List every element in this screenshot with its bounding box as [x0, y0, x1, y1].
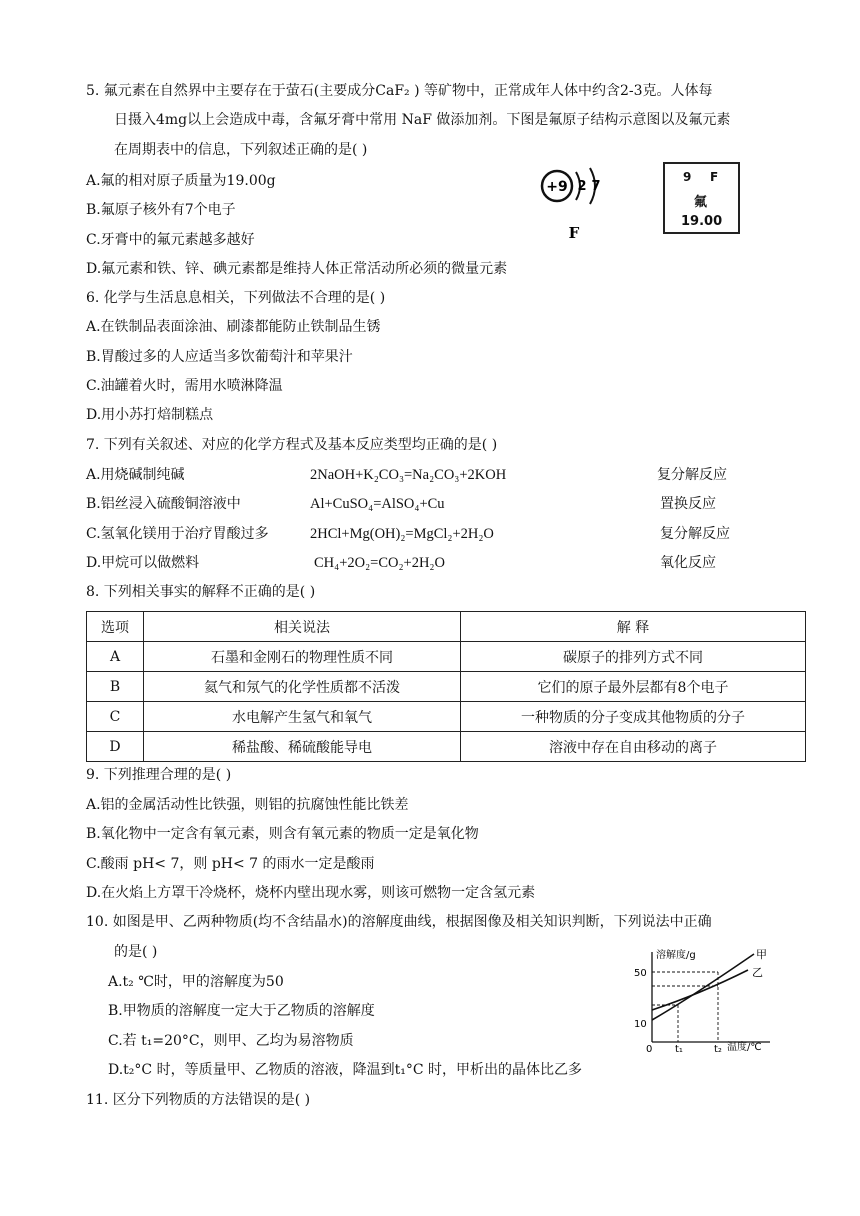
nucleus-charge: +9	[546, 179, 568, 195]
q6-option-b: B.胃酸过多的人应适当多饮葡萄汁和苹果汁	[86, 349, 353, 365]
shell-2-electrons: 7	[591, 179, 601, 194]
q7-row-a-type: 复分解反应	[657, 467, 727, 483]
periodic-table-cell	[663, 162, 740, 234]
row-statement: 氦气和氖气的化学性质都不活泼	[144, 672, 461, 702]
element-name: 氟	[694, 195, 708, 210]
row-explanation: 一种物质的分子变成其他物质的分子	[461, 702, 806, 732]
q7-row-d-equation: CH₄+2O₂=CO₂+2H₂O	[314, 555, 445, 571]
row-explanation: 碳原子的排列方式不同	[461, 642, 806, 672]
row-statement: 石墨和金刚石的物理性质不同	[144, 642, 461, 672]
q10-option-b: B.甲物质的溶解度一定大于乙物质的溶解度	[108, 1003, 375, 1019]
q7-row-b-type: 置换反应	[660, 496, 716, 512]
q8-stem: 8. 下列相关事实的解释不正确的是( )	[86, 584, 316, 600]
q6-option-c: C.油罐着火时，需用水喷淋降温	[86, 378, 283, 394]
q7-row-b-equation: Al+CuSO₄=AlSO₄+Cu	[310, 496, 445, 512]
q11-stem: 11. 区分下列物质的方法错误的是( )	[86, 1092, 311, 1108]
row-label: A	[87, 642, 144, 672]
x-tick-t1: t₁	[675, 1044, 683, 1054]
origin-label: 0	[646, 1044, 653, 1054]
q9-option-d: D.在火焰上方罩干冷烧杯，烧杯内壁出现水雾，则该可燃物一定含氢元素	[86, 885, 536, 901]
atom-symbol: F	[568, 224, 580, 242]
table-header-row	[87, 612, 806, 642]
header-option: 选项	[87, 612, 144, 642]
fluorine-atom-diagram	[538, 162, 620, 244]
curve-jia	[652, 954, 754, 1020]
q5-stem-line1: 5. 氟元素在自然界中主要存在于萤石(主要成分CaF₂ ) 等矿物中，正常成年人体中约含2-3克。人体每	[86, 83, 713, 99]
q7-row-c-type: 复分解反应	[660, 526, 730, 542]
q8-table	[86, 611, 806, 762]
q10-option-c: C.若 t₁=20°C，则甲、乙均为易溶物质	[108, 1033, 354, 1049]
row-explanation: 溶液中存在自由移动的离子	[461, 732, 806, 762]
atomic-number: 9	[683, 170, 692, 184]
y-axis-label: 溶解度/g	[656, 950, 696, 961]
q5-option-c: C.牙膏中的氟元素越多越好	[86, 232, 255, 248]
atomic-mass: 19.00	[681, 214, 723, 229]
series-jia-label: 甲	[756, 948, 767, 961]
q5-option-d: D.氟元素和铁、锌、碘元素都是维持人体正常活动所必须的微量元素	[86, 261, 508, 277]
table-row	[87, 702, 806, 732]
q7-row-d-desc: D.甲烷可以做燃料	[86, 555, 200, 571]
row-label: B	[87, 672, 144, 702]
solubility-curve-figure	[630, 946, 780, 1054]
q6-option-a: A.在铁制品表面涂油、刷漆都能防止铁制品生锈	[86, 319, 381, 335]
row-statement: 水电解产生氢气和氧气	[144, 702, 461, 732]
q9-stem: 9. 下列推理合理的是( )	[86, 767, 232, 783]
q7-stem: 7. 下列有关叙述、对应的化学方程式及基本反应类型均正确的是( )	[86, 437, 498, 453]
q7-row-c-desc: C.氢氧化镁用于治疗胃酸过多	[86, 526, 269, 542]
q6-stem: 6. 化学与生活息息相关，下列做法不合理的是( )	[86, 290, 386, 306]
q10-stem-line1: 10. 如图是甲、乙两种物质(均不含结晶水)的溶解度曲线，根据图像及相关知识判断，下列说法中正确	[86, 914, 712, 930]
table-row	[87, 642, 806, 672]
q7-row-c-equation: 2HCl+Mg(OH)₂=MgCl₂+2H₂O	[310, 526, 494, 542]
q7-row-b-desc: B.铝丝浸入硫酸铜溶液中	[86, 496, 241, 512]
q6-option-d: D.用小苏打焙制糕点	[86, 407, 214, 423]
header-statement: 相关说法	[144, 612, 461, 642]
q5-option-a: A.氟的相对原子质量为19.00g	[86, 173, 276, 189]
element-symbol: F	[710, 170, 719, 184]
q10-option-a: A.t₂ ℃时，甲的溶解度为50	[108, 974, 284, 990]
header-explanation: 解 释	[461, 612, 806, 642]
x-axis-label: 温度/℃	[727, 1042, 762, 1053]
q5-stem-line3: 在周期表中的信息，下列叙述正确的是( )	[114, 142, 368, 158]
q9-option-c: C.酸雨 pH< 7，则 pH< 7 的雨水一定是酸雨	[86, 856, 375, 872]
y-tick-10: 10	[634, 1019, 647, 1030]
q9-option-b: B.氧化物中一定含有氧元素，则含有氧元素的物质一定是氧化物	[86, 826, 479, 842]
q7-row-d-type: 氧化反应	[660, 555, 716, 571]
q5-option-b: B.氟原子核外有7个电子	[86, 202, 236, 218]
q10-stem-line2: 的是( )	[114, 944, 158, 960]
x-tick-t2: t₂	[714, 1044, 722, 1054]
row-label: D	[87, 732, 144, 762]
q5-stem-line2: 日摄入4mg以上会造成中毒，含氟牙膏中常用 NaF 做添加剂。下图是氟原子结构示意图以及氟元素	[114, 112, 731, 128]
q7-row-a-desc: A.用烧碱制纯碱	[86, 467, 185, 483]
q9-option-a: A.铝的金属活动性比铁强，则铝的抗腐蚀性能比铁差	[86, 797, 409, 813]
q7-row-a-equation: 2NaOH+K₂CO₃=Na₂CO₃+2KOH	[310, 467, 507, 483]
shell-1-electrons: 2	[577, 179, 587, 194]
row-explanation: 它们的原子最外层都有8个电子	[461, 672, 806, 702]
series-yi-label: 乙	[752, 966, 763, 979]
y-tick-50: 50	[634, 968, 647, 979]
table-row	[87, 672, 806, 702]
row-statement: 稀盐酸、稀硫酸能导电	[144, 732, 461, 762]
q10-option-d: D.t₂°C 时，等质量甲、乙物质的溶液，降温到t₁°C 时，甲析出的晶体比乙多	[108, 1062, 582, 1078]
table-row	[87, 732, 806, 762]
row-label: C	[87, 702, 144, 732]
